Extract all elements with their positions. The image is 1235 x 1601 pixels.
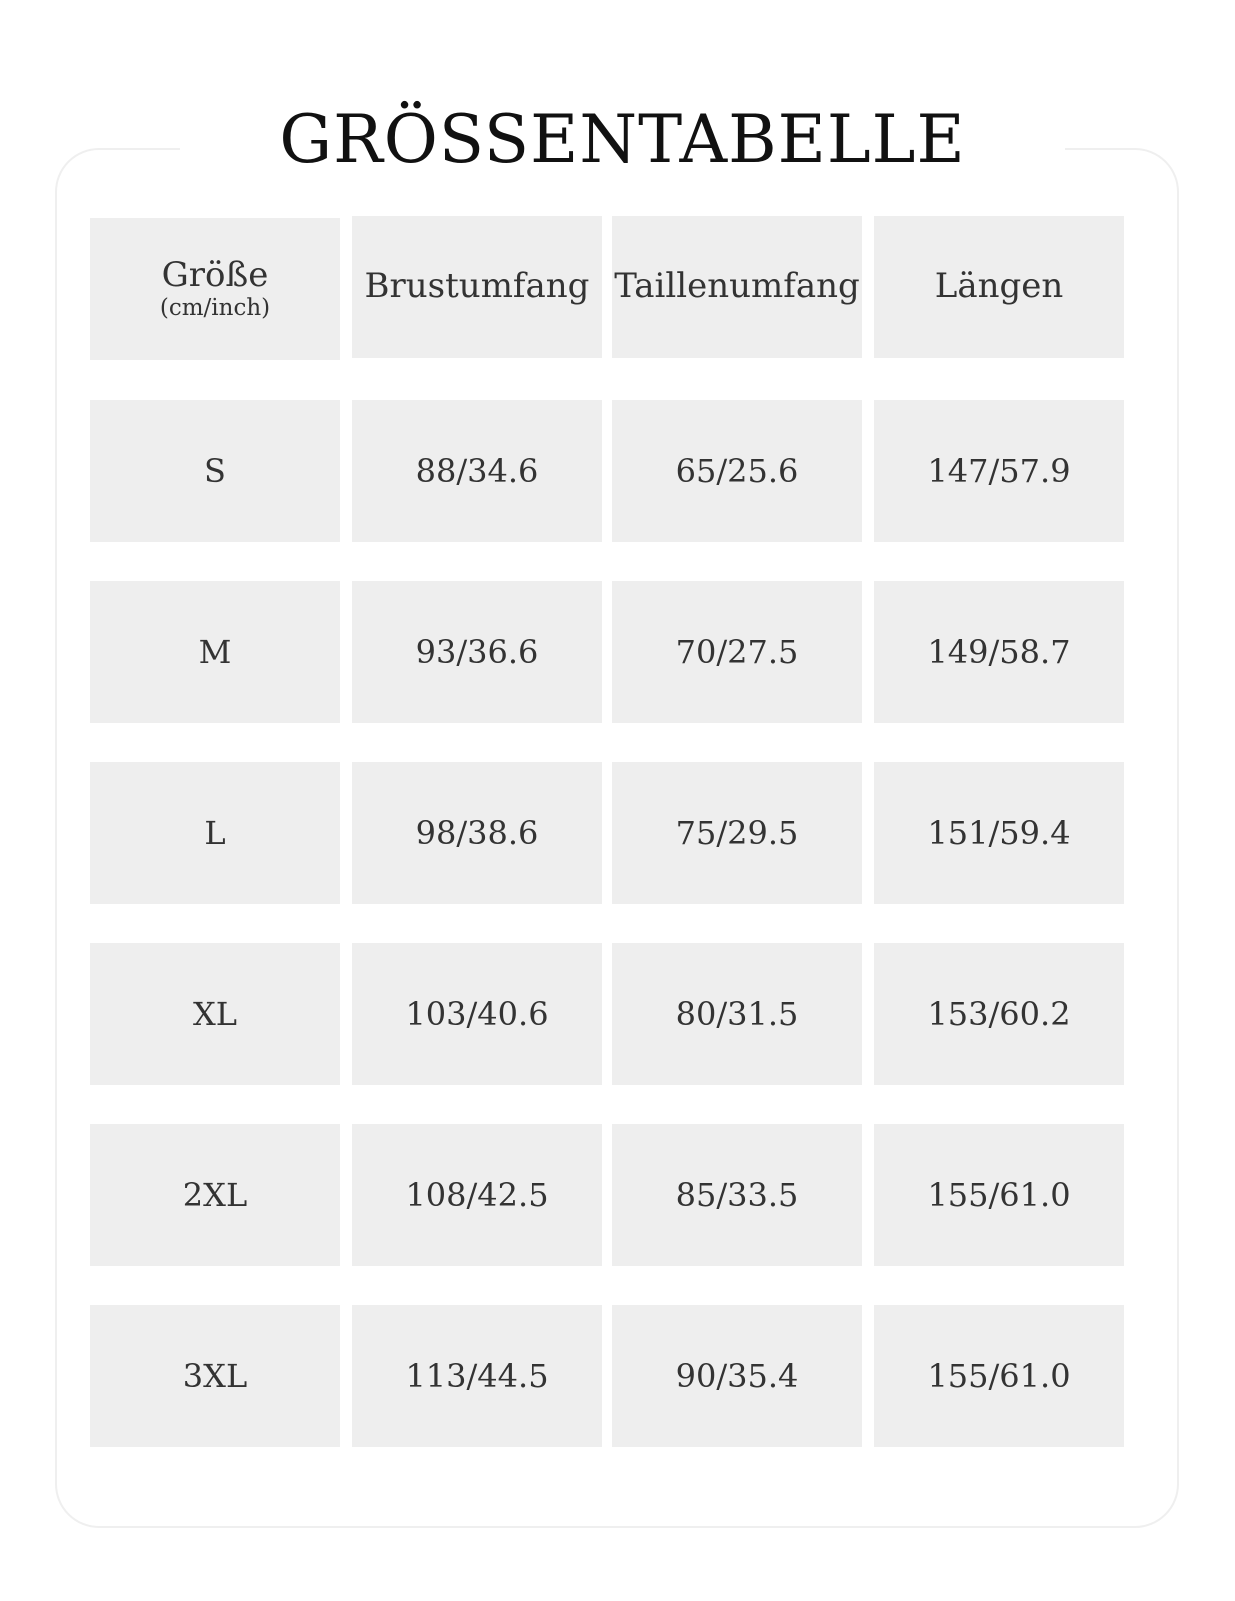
waist-value: 75/29.5 bbox=[675, 814, 799, 852]
table-cell-length bbox=[874, 943, 1124, 1085]
table-cell-chest bbox=[352, 762, 602, 904]
table-cell-waist bbox=[612, 400, 862, 542]
table-cell-waist bbox=[612, 943, 862, 1085]
chest-value: 113/44.5 bbox=[405, 1357, 549, 1395]
size-value: XL bbox=[192, 995, 238, 1033]
length-value: 155/61.0 bbox=[927, 1357, 1071, 1395]
size-value: 2XL bbox=[182, 1176, 248, 1214]
waist-value: 80/31.5 bbox=[675, 995, 799, 1033]
chest-value: 103/40.6 bbox=[405, 995, 549, 1033]
table-cell-chest bbox=[352, 943, 602, 1085]
header-length-label: Längen bbox=[934, 266, 1064, 307]
table-cell-chest bbox=[352, 400, 602, 542]
length-value: 155/61.0 bbox=[927, 1176, 1071, 1214]
header-size-label: Größe bbox=[161, 254, 269, 295]
table-cell-waist bbox=[612, 1305, 862, 1447]
table-cell-size bbox=[90, 400, 340, 542]
table-cell-size bbox=[90, 762, 340, 904]
chest-value: 98/38.6 bbox=[415, 814, 539, 852]
header-waist-label: Taillenumfang bbox=[614, 266, 860, 307]
header-cell-length bbox=[874, 216, 1124, 358]
table-cell-waist bbox=[612, 762, 862, 904]
length-value: 151/59.4 bbox=[927, 814, 1071, 852]
table-cell-length bbox=[874, 1124, 1124, 1266]
table-cell-chest bbox=[352, 581, 602, 723]
length-value: 153/60.2 bbox=[927, 995, 1071, 1033]
length-value: 149/58.7 bbox=[927, 633, 1071, 671]
waist-value: 70/27.5 bbox=[675, 633, 799, 671]
table-cell-chest bbox=[352, 1305, 602, 1447]
table-cell-size bbox=[90, 581, 340, 723]
chest-value: 88/34.6 bbox=[415, 452, 539, 490]
waist-value: 85/33.5 bbox=[675, 1176, 799, 1214]
table-cell-size bbox=[90, 1124, 340, 1266]
header-chest-label: Brustumfang bbox=[364, 266, 590, 307]
title-wrap bbox=[180, 90, 1065, 190]
table-cell-waist bbox=[612, 581, 862, 723]
table-cell-length bbox=[874, 581, 1124, 723]
table-cell-size bbox=[90, 1305, 340, 1447]
waist-value: 65/25.6 bbox=[675, 452, 799, 490]
page-title: GRÖSSENTABELLE bbox=[279, 101, 966, 178]
size-value: 3XL bbox=[182, 1357, 248, 1395]
table-cell-chest bbox=[352, 1124, 602, 1266]
chest-value: 93/36.6 bbox=[415, 633, 539, 671]
header-cell-waist bbox=[612, 216, 862, 358]
table-cell-length bbox=[874, 1305, 1124, 1447]
table-cell-length bbox=[874, 400, 1124, 542]
chest-value: 108/42.5 bbox=[405, 1176, 549, 1214]
size-value: L bbox=[204, 814, 226, 852]
header-cell-chest bbox=[352, 216, 602, 358]
size-value: M bbox=[198, 633, 232, 671]
waist-value: 90/35.4 bbox=[675, 1357, 799, 1395]
size-value: S bbox=[204, 452, 226, 490]
table-cell-length bbox=[874, 762, 1124, 904]
table-cell-size bbox=[90, 943, 340, 1085]
table-cell-waist bbox=[612, 1124, 862, 1266]
header-size-unit: (cm/inch) bbox=[159, 295, 271, 322]
header-cell-size bbox=[90, 218, 340, 360]
length-value: 147/57.9 bbox=[927, 452, 1071, 490]
